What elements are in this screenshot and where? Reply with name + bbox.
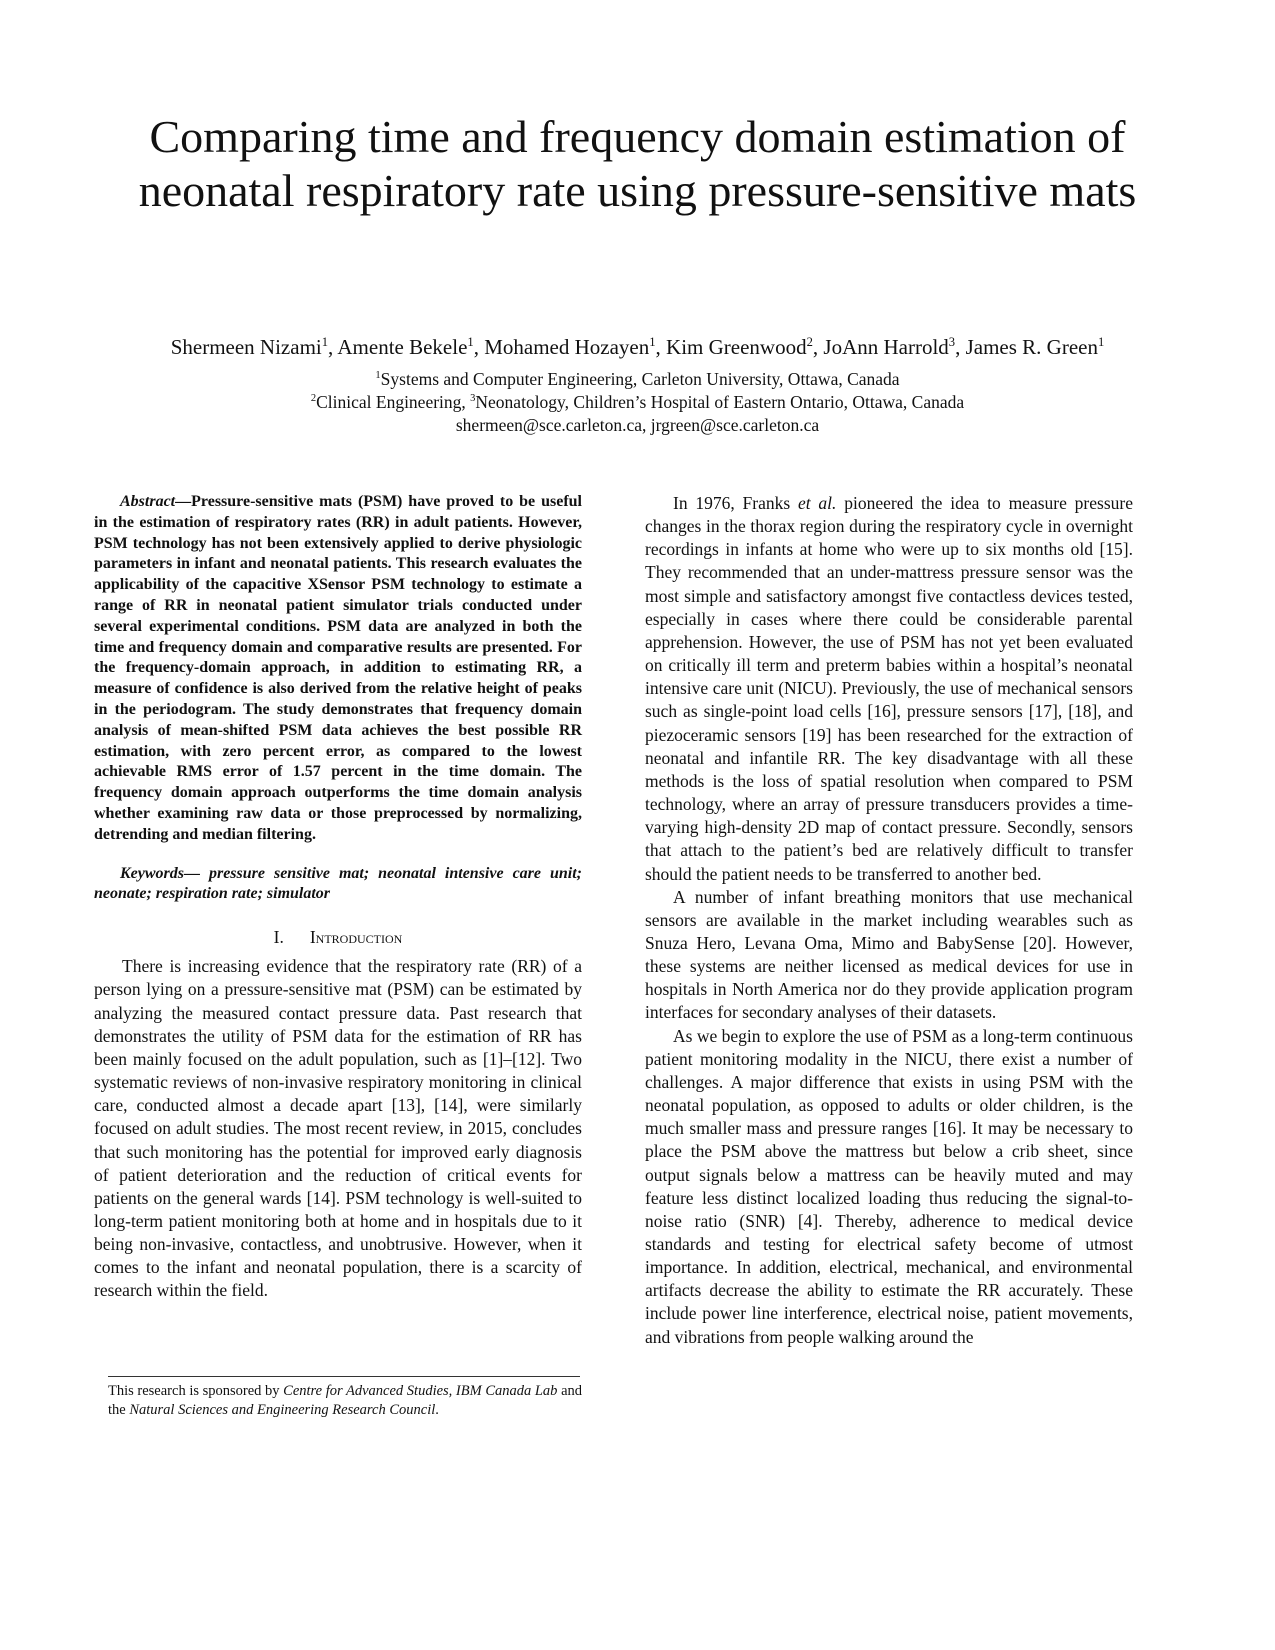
section-heading-introduction: I. Introduction xyxy=(273,927,403,948)
author: Mohamed Hozayen$^1$ xyxy=(484,335,656,359)
right-paragraph-1: In 1976, Franks et al. pioneered the idea to measure pressure changes in the thorax region during the respiratory cycle in overnight recordings in infants at home who were up to six months old [15]. They recommended that an under-mattress pressure sensor was the most simple and satisfactory amongst five contactless devices tested, especially in cases where there could be considerable parental apprehension. However, the use of PSM has not yet been evaluated on critically ill term and preterm babies within a hospital’s neonatal intensive care unit (NICU). Previously, the use of mechanical sensors such as single-point load cells [16], pressure sensors [17], [18], and piezoceramic sensors [19] has been researched for the extraction of neonatal and infantile RR. The key disadvantage with all these methods is the loss of spatial resolution when compared to PSM technology, where an array of pressure transducers provides a time-varying high-density 2D map of contact pressure. Secondly, sensors that attach to the patient’s bed are relatively difficult to transfer should the patient needs to be transferred to another bed. xyxy=(645,493,1133,884)
left-column xyxy=(94,492,582,1303)
right-paragraph-2: A number of infant breathing monitors that use mechanical sensors are available in the market including wearables such as Snuza Hero, Levana Oma, Mimo and BabySense [20]. However, these systems are neither licensed as medical devices for use in hospitals in North America nor do they provide application program interfaces for secondary analyses of their datasets. xyxy=(645,886,1133,1023)
intro-paragraph-1: There is increasing evidence that the respiratory rate (RR) of a person lying on a pressure-sensitive mat (PSM) can be estimated by analyzing the measured contact pressure data. Past research that demonstrates the utility of PSM data for the estimation of RR has been mainly focused on the adult population, such as [1]–[12]. Two systematic reviews of non-invasive respiratory monitoring in clinical care, conducted almost a decade apart [13], [14], were similarly focused on adult studies. The most recent review, in 2015, concludes that such monitoring has the potential for improved early diagnosis of patient deterioration and the reduction of critical events for patients on the general wards [14]. PSM technology is well-suited to long-term patient monitoring both at home and in hospitals due to it being non-invasive, contactless, and unobtrusive. However, when it comes to the infant and neonatal population, there is a scarcity of research within the field. xyxy=(94,956,582,1301)
author: Amente Bekele$^1$ xyxy=(337,335,474,359)
author: Kim Greenwood$^2$ xyxy=(666,335,813,359)
author-emails: shermeen@sce.carleton.ca, jrgreen@sce.carleton.ca xyxy=(455,415,820,435)
author-list: Shermeen Nizami$^1$, Amente Bekele$^1$, Mohamed Hozayen$^1$, Kim Greenwood$^2$, JoAnn Harrold$^3$, James R. Green$^1$ xyxy=(170,335,1105,359)
sponsor-footnote: This research is sponsored by Centre for Advanced Studies, IBM Canada Lab and the Natural Sciences and Engineering Research Council. xyxy=(108,1383,582,1418)
keywords: Keywords— pressure sensitive mat; neonatal intensive care unit; neonate; respiration rate; simulator xyxy=(94,864,582,903)
author: Shermeen Nizami$^1$ xyxy=(170,335,329,359)
author: James R. Green$^1$ xyxy=(965,335,1105,359)
paper-title: Comparing time and frequency domain estimation of neonatal respiratory rate using pressure-sensitive mats xyxy=(138,111,1137,216)
affiliation-1: $^1$Systems and Computer Engineering, Carleton University, Ottawa, Canada xyxy=(375,369,900,389)
right-column xyxy=(645,492,1133,1349)
affiliation-2-3: $^2$Clinical Engineering, $^3$Neonatology, Children’s Hospital of Eastern Ontario, Ottawa, Canada xyxy=(310,392,965,412)
footnote-divider xyxy=(108,1376,580,1377)
author: JoAnn Harrold$^3$ xyxy=(823,335,956,359)
right-paragraph-3: As we begin to explore the use of PSM as a long-term continuous patient monitoring modality in the NICU, there exist a number of challenges. A major difference that exists in using PSM with the neonatal population, as opposed to adults or older children, is the much smaller mass and pressure ranges [16]. It may be necessary to place the PSM above the mattress but below a crib sheet, since output signals below a mattress can be heavily muted and may feature less distinct localized loading thus reducing the signal-to-noise ratio (SNR) [4]. Thereby, adherence to medical device standards and testing for electrical safety become of utmost importance. In addition, electrical, mechanical, and environmental artifacts decrease the ability to estimate the RR accurately. These include power line interference, electrical noise, patient movements, and vibrations from people walking around the xyxy=(645,1025,1133,1347)
abstract: Abstract—Pressure-sensitive mats (PSM) have proved to be useful in the estimation of respiratory rates (RR) in adult patients. However, PSM technology has not been extensively applied to derive physiologic parameters in infant and neonatal patients. This research evaluates the applicability of the capacitive XSensor PSM technology to estimate a range of RR in neonatal patient simulator trials conducted under several experimental conditions. PSM data are analyzed in both the time and frequency domain and comparative results are presented. For the frequency-domain approach, in addition to estimating RR, a measure of confidence is also derived from the relative height of peaks in the periodogram. The study demonstrates that frequency domain analysis of mean-shifted PSM data achieves the best possible RR estimation, with zero percent error, as compared to the lowest achievable RMS error of 1.57 percent in the time domain. The frequency domain approach outperforms the time domain analysis whether examining raw data or those preprocessed by normalizing, detrending and median filtering. xyxy=(94,493,582,843)
